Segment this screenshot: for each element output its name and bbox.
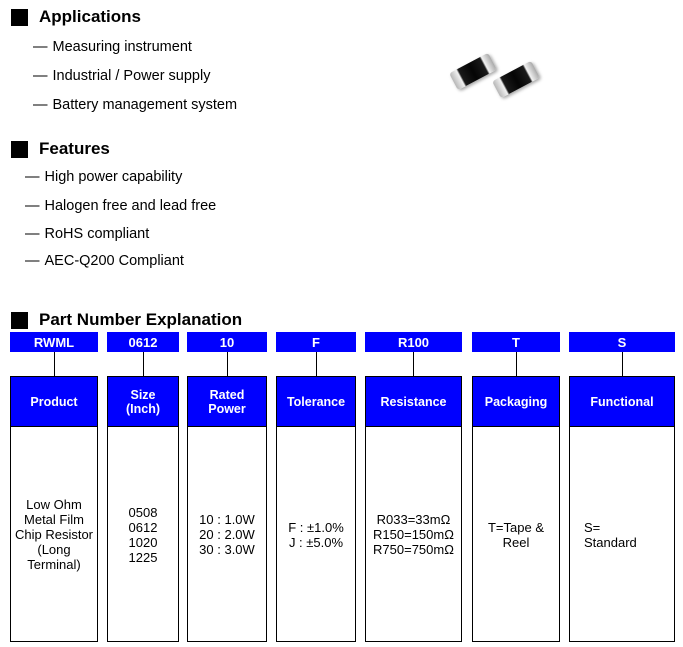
column-header: Tolerance [277,377,355,427]
column-body: R033=33mΩ R150=150mΩ R750=750mΩ [373,512,454,557]
applications-heading [11,7,141,27]
applications-title: Applications [39,7,142,26]
column-header: Rated Power [188,377,266,427]
list-item: — RoHS compliant [25,226,150,242]
column-header: Packaging [473,377,559,427]
column-header: Functional [570,377,674,427]
column-header: Size (Inch) [108,377,178,427]
column-power [187,376,267,642]
square-bullet-icon [11,312,28,329]
part-number-heading [11,310,242,330]
code-box-packaging: T [472,332,560,352]
code-box-functional: S [569,332,675,352]
code-box-power: 10 [187,332,267,352]
connector-line [316,352,317,376]
connector-line [413,352,414,376]
column-product [10,376,98,642]
code-box-resistance: R100 [365,332,462,352]
connector-line [54,352,55,376]
list-item: — Measuring instrument [33,39,192,55]
column-resistance [365,376,462,642]
square-bullet-icon [11,141,28,158]
connector-line [622,352,623,376]
column-size [107,376,179,642]
column-functional [569,376,675,642]
list-item: — High power capability [25,169,183,185]
square-bullet-icon [11,9,28,26]
code-box-product: RWML [10,332,98,352]
code-box-size: 0612 [107,332,179,352]
column-header: Product [11,377,97,427]
column-body: F : ±1.0% J : ±5.0% [288,519,344,550]
list-item: — Halogen free and lead free [25,198,217,214]
chip-resistor-right [492,61,540,98]
connector-line [516,352,517,376]
list-item: — AEC-Q200 Compliant [25,253,184,269]
connector-line [227,352,228,376]
column-body: 0508 0612 1020 1225 [128,504,158,565]
chip-resistor-left [449,53,497,90]
list-item: — Battery management system [33,97,238,113]
code-box-tolerance: F [276,332,356,352]
part-number-title: Part Number Explanation [39,310,243,329]
column-body: T=Tape & Reel [487,519,544,550]
column-body: S= Standard [584,519,637,550]
column-body: 10 : 1.0W 20 : 2.0W 30 : 3.0W [199,512,255,557]
column-header: Resistance [366,377,461,427]
column-tolerance [276,376,356,642]
column-body: Low Ohm Metal Film Chip Resistor (Long Terminal) [14,497,94,572]
column-packaging [472,376,560,642]
features-title: Features [39,139,110,158]
connector-line [143,352,144,376]
features-heading [11,139,110,159]
list-item: — Industrial / Power supply [33,68,211,84]
